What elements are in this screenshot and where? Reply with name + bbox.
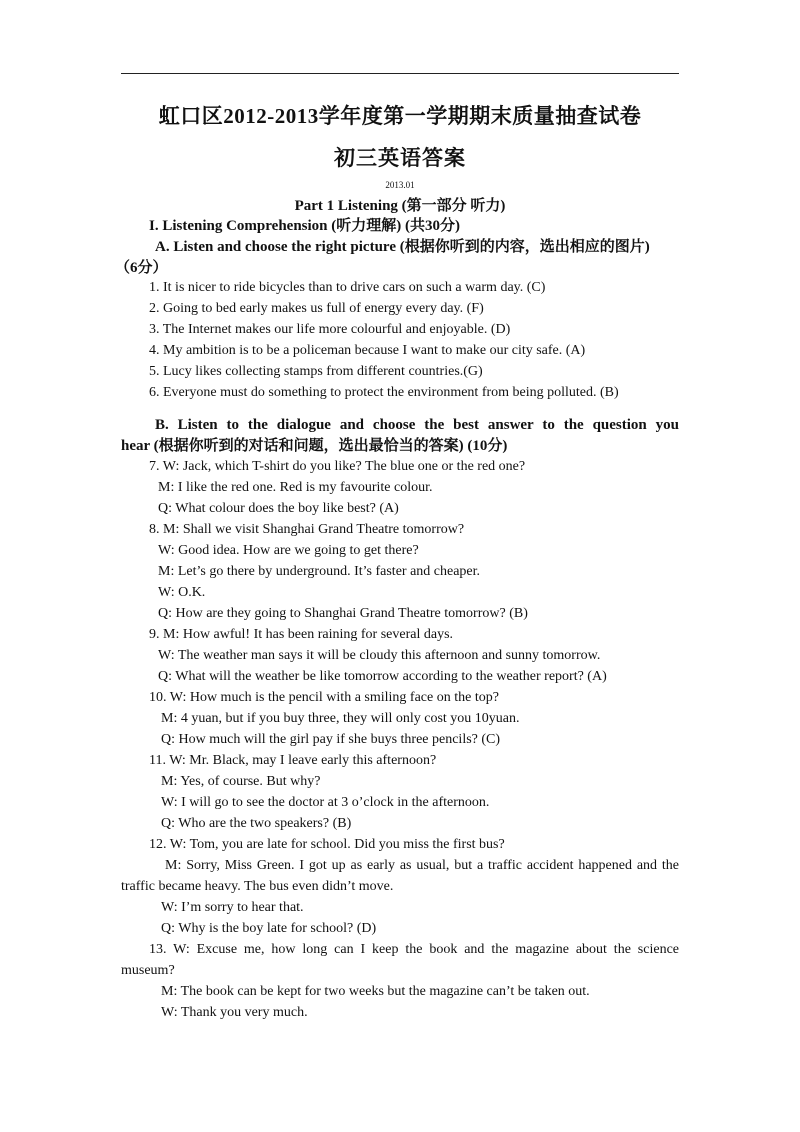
dialogue-line: 7. W: Jack, which T-shirt do you like? The blue one or the red one? [149,459,526,474]
dialogue-line: M: 4 yuan, but if you buy three, they will only cost you 10yuan. [161,711,520,726]
dialogue-line: W: O.K. [158,585,206,600]
dialogue-line: Q: How are they going to Shanghai Grand Theatre tomorrow? (B) [158,606,528,621]
dialogue-line: 8. M: Shall we visit Shanghai Grand Theatre tomorrow? [149,522,465,537]
answer-item: 4. My ambition is to be a policeman because I want to make our city safe. (A) [149,343,586,358]
sectionA-heading-cont: （6分） [115,260,168,276]
dialogue-line: M: Let’s go there by underground. It’s faster and cheaper. [158,564,481,579]
document-subtitle: 初三英语答案 [334,146,466,170]
dialogue-line: Q: Why is the boy late for school? (D) [161,921,377,936]
dialogue-line: W: The weather man says it will be cloudy this afternoon and sunny tomorrow. [158,648,601,663]
dialogue-line: Q: How much will the girl pay if she buys three pencils? (C) [161,732,501,747]
document-date: 2013.01 [385,180,415,190]
dialogue-line: W: Good idea. How are we going to get there? [158,543,419,558]
sectionB-heading: B. Listen to the dialogue and choose the best answer to the question you [155,417,679,433]
dialogue-line: traffic became heavy. The bus even didn’t move. [121,879,394,894]
sectionA-heading: A. Listen and choose the right picture (根据你听到的内容，选出相应的图片) [155,239,650,255]
answer-item: 6. Everyone must do something to protect the environment from being polluted. (B) [149,385,619,400]
dialogue-line: M: Sorry, Miss Green. I got up as early as usual, but a traffic accident happened and the [165,858,679,873]
dialogue-line: 11. W: Mr. Black, may I leave early this afternoon? [149,753,437,768]
dialogue-line: 12. W: Tom, you are late for school. Did you miss the first bus? [149,837,505,852]
answer-item: 5. Lucy likes collecting stamps from different countries.(G) [149,364,483,379]
part1-title: Part 1 Listening (第一部分 听力) [294,198,506,214]
answer-item: 3. The Internet makes our life more colourful and enjoyable. (D) [149,322,511,337]
dialogue-line: Q: Who are the two speakers? (B) [161,816,352,831]
dialogue-line: Q: What colour does the boy like best? (A) [158,501,399,516]
dialogue-line: 10. W: How much is the pencil with a smiling face on the top? [149,690,499,705]
dialogue-line: W: Thank you very much. [161,1005,308,1020]
header-rule [121,73,679,74]
answer-item: 2. Going to bed early makes us full of energy every day. (F) [149,301,484,316]
sectionB-heading-cont: hear (根据你听到的对话和问题，选出最恰当的答案) (10分) [121,438,508,454]
dialogue-line: W: I’m sorry to hear that. [161,900,304,915]
answer-item: 1. It is nicer to ride bicycles than to drive cars on such a warm day. (C) [149,280,546,295]
dialogue-line: 9. M: How awful! It has been raining for several days. [149,627,454,642]
dialogue-line: Q: What will the weather be like tomorrow according to the weather report? (A) [158,669,607,684]
document-title: 虹口区2012-2013学年度第一学期期末质量抽查试卷 [158,104,642,128]
dialogue-line: M: I like the red one. Red is my favourite colour. [158,480,433,495]
dialogue-line: M: The book can be kept for two weeks but the magazine can’t be taken out. [161,984,590,999]
dialogue-line: museum? [121,963,175,978]
dialogue-line: M: Yes, of course. But why? [161,774,321,789]
dialogue-line: W: I will go to see the doctor at 3 o’clock in the afternoon. [161,795,490,810]
section1-heading: I. Listening Comprehension (听力理解) (共30分) [149,218,460,234]
dialogue-line: 13. W: Excuse me, how long can I keep the book and the magazine about the science [149,942,679,957]
